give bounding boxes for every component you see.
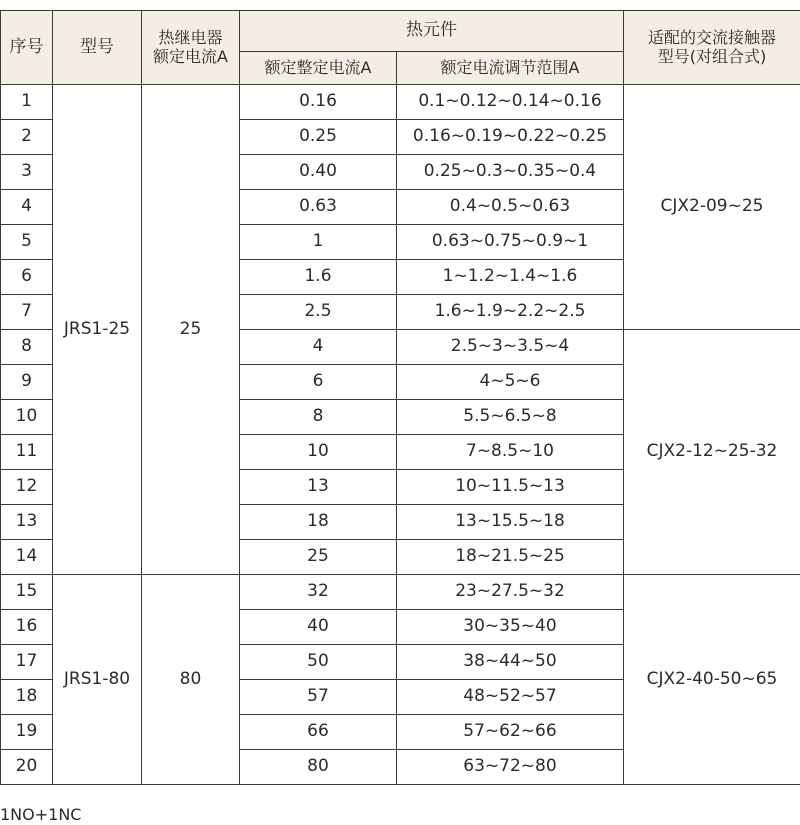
header-relay-line-2: 额定电流A — [153, 46, 228, 66]
cell-rated-setting-current: 0.16 — [240, 85, 397, 120]
header-setting-range: 额定电流调节范围A — [397, 52, 624, 85]
cell-setting-range: 0.1~0.12~0.14~0.16 — [397, 85, 624, 120]
cell-rated-setting-current: 40 — [240, 610, 397, 645]
cell-index: 18 — [1, 680, 53, 715]
cell-setting-range: 2.5~3~3.5~4 — [397, 330, 624, 365]
cell-setting-range: 7~8.5~10 — [397, 435, 624, 470]
cell-index: 8 — [1, 330, 53, 365]
footer-note: 1NO+1NC — [0, 805, 82, 824]
cell-index: 19 — [1, 715, 53, 750]
cell-model: JRS1-80 — [53, 575, 142, 785]
cell-index: 1 — [1, 85, 53, 120]
cell-model: JRS1-25 — [53, 85, 142, 575]
table-row — [1, 85, 800, 120]
cell-contactor: CJX2-40-50~65 — [624, 575, 800, 785]
cell-index: 20 — [1, 750, 53, 785]
cell-index: 17 — [1, 645, 53, 680]
cell-setting-range: 30~35~40 — [397, 610, 624, 645]
cell-relay-rated-current: 80 — [142, 575, 240, 785]
cell-index: 2 — [1, 120, 53, 155]
cell-rated-setting-current: 1 — [240, 225, 397, 260]
cell-setting-range: 13~15.5~18 — [397, 505, 624, 540]
cell-setting-range: 1~1.2~1.4~1.6 — [397, 260, 624, 295]
cell-setting-range: 0.63~0.75~0.9~1 — [397, 225, 624, 260]
cell-index: 5 — [1, 225, 53, 260]
header-index: 序号 — [1, 11, 53, 85]
cell-setting-range: 38~44~50 — [397, 645, 624, 680]
cell-rated-setting-current: 8 — [240, 400, 397, 435]
cell-setting-range: 10~11.5~13 — [397, 470, 624, 505]
cell-rated-setting-current: 0.25 — [240, 120, 397, 155]
cell-rated-setting-current: 80 — [240, 750, 397, 785]
cell-index: 9 — [1, 365, 53, 400]
table-row — [1, 575, 800, 610]
header-contactor-line-1: 适配的交流接触器 — [647, 28, 776, 48]
cell-rated-setting-current: 10 — [240, 435, 397, 470]
header-contactor — [624, 11, 800, 85]
cell-index: 3 — [1, 155, 53, 190]
cell-contactor: CJX2-12~25-32 — [624, 330, 800, 575]
cell-index: 10 — [1, 400, 53, 435]
cell-rated-setting-current: 4 — [240, 330, 397, 365]
cell-rated-setting-current: 66 — [240, 715, 397, 750]
header-relay-rated-current — [142, 11, 240, 85]
spec-table — [0, 10, 800, 785]
cell-relay-rated-current: 25 — [142, 85, 240, 575]
cell-rated-setting-current: 32 — [240, 575, 397, 610]
cell-contactor: CJX2-09~25 — [624, 85, 800, 330]
cell-index: 16 — [1, 610, 53, 645]
header-thermal-element: 热元件 — [240, 11, 624, 52]
cell-setting-range: 63~72~80 — [397, 750, 624, 785]
cell-setting-range: 57~62~66 — [397, 715, 624, 750]
cell-rated-setting-current: 13 — [240, 470, 397, 505]
cell-rated-setting-current: 2.5 — [240, 295, 397, 330]
cell-rated-setting-current: 6 — [240, 365, 397, 400]
header-row-1 — [1, 11, 800, 52]
cell-setting-range: 0.16~0.19~0.22~0.25 — [397, 120, 624, 155]
cell-setting-range: 18~21.5~25 — [397, 540, 624, 575]
cell-index: 15 — [1, 575, 53, 610]
cell-rated-setting-current: 1.6 — [240, 260, 397, 295]
cell-rated-setting-current: 50 — [240, 645, 397, 680]
cell-index: 13 — [1, 505, 53, 540]
cell-index: 4 — [1, 190, 53, 225]
cell-index: 12 — [1, 470, 53, 505]
cell-index: 11 — [1, 435, 53, 470]
cell-setting-range: 0.25~0.3~0.35~0.4 — [397, 155, 624, 190]
header-relay-line-1: 热继电器 — [158, 28, 223, 48]
cell-rated-setting-current: 0.63 — [240, 190, 397, 225]
cell-index: 14 — [1, 540, 53, 575]
cell-setting-range: 48~52~57 — [397, 680, 624, 715]
cell-rated-setting-current: 0.40 — [240, 155, 397, 190]
cell-setting-range: 5.5~6.5~8 — [397, 400, 624, 435]
header-model: 型号 — [53, 11, 142, 85]
cell-index: 7 — [1, 295, 53, 330]
cell-setting-range: 4~5~6 — [397, 365, 624, 400]
cell-rated-setting-current: 57 — [240, 680, 397, 715]
cell-setting-range: 0.4~0.5~0.63 — [397, 190, 624, 225]
cell-index: 6 — [1, 260, 53, 295]
cell-setting-range: 1.6~1.9~2.2~2.5 — [397, 295, 624, 330]
header-rated-setting-current: 额定整定电流A — [240, 52, 397, 85]
cell-setting-range: 23~27.5~32 — [397, 575, 624, 610]
cell-rated-setting-current: 18 — [240, 505, 397, 540]
cell-rated-setting-current: 25 — [240, 540, 397, 575]
header-contactor-line-2: 型号(对组合式) — [657, 46, 767, 66]
